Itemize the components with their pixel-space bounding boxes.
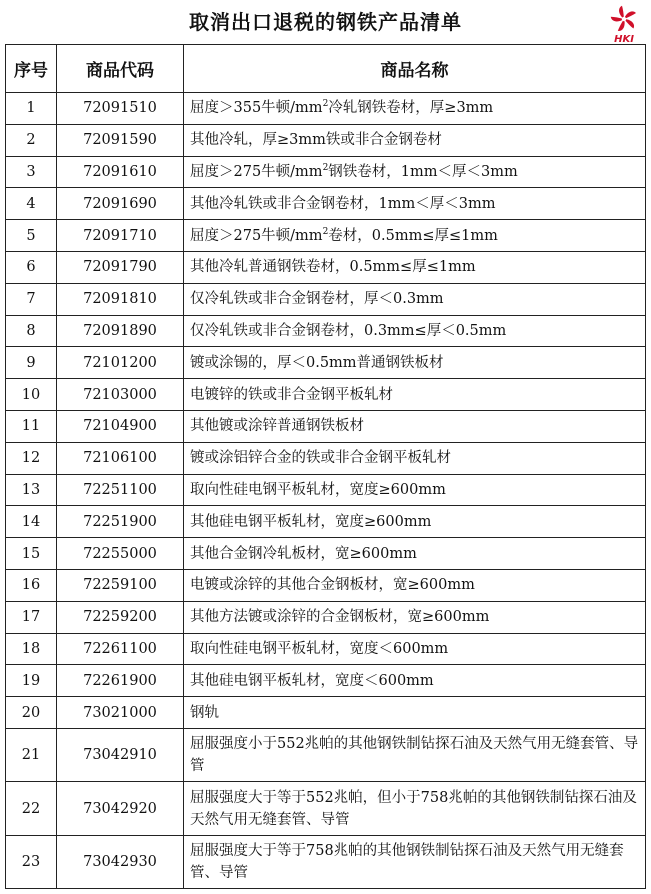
- row-name-text: 镀或涂铝锌合金的铁或非合金钢平板轧材: [190, 450, 451, 467]
- row-name-text: 其他冷轧，厚≥3mm铁或非合金钢卷材: [190, 132, 442, 149]
- row-name-text: 屈度＞275牛顿/mm: [190, 227, 323, 244]
- table-row: [6, 633, 646, 665]
- row-index: 4: [6, 188, 57, 220]
- table-row: [6, 188, 646, 220]
- table-row: [6, 124, 646, 156]
- row-code: 72259200: [57, 601, 184, 633]
- row-index: 15: [6, 538, 57, 570]
- row-index: 11: [6, 410, 57, 442]
- col-header-name: 商品名称: [184, 45, 646, 93]
- row-name-text: 仅冷轧铁或非合金钢卷材，0.3mm≤厚＜0.5mm: [190, 322, 507, 339]
- row-index: 1: [6, 93, 57, 125]
- row-code: 72106100: [57, 442, 184, 474]
- logo-text: HKI: [614, 34, 634, 45]
- row-name: [184, 410, 646, 442]
- row-code: 72091810: [57, 283, 184, 315]
- table-row: [6, 410, 646, 442]
- table-row: [6, 538, 646, 570]
- table-row: [6, 220, 646, 252]
- row-name: [184, 728, 646, 782]
- row-code: 72091510: [57, 93, 184, 125]
- row-index: 14: [6, 506, 57, 538]
- row-name: [184, 124, 646, 156]
- row-name-superscript: 2: [322, 99, 329, 110]
- row-name-text: 电镀或涂锌的其他合金钢板材，宽≥600mm: [190, 577, 475, 594]
- row-name-superscript: 2: [322, 163, 329, 174]
- row-name-text: 其他硅电钢平板轧材，宽度≥600mm: [190, 513, 432, 530]
- row-index: 16: [6, 569, 57, 601]
- row-name-text: 屈服强度小于552兆帕的其他钢铁制钻探石油及天然气用无缝套管、导管: [190, 736, 639, 775]
- row-code: 72261100: [57, 633, 184, 665]
- row-index: 9: [6, 347, 57, 379]
- table-row: [6, 315, 646, 347]
- row-name-text: 仅冷轧铁或非合金钢卷材，厚＜0.3mm: [190, 291, 444, 308]
- row-name: [184, 379, 646, 411]
- row-name: [184, 251, 646, 283]
- table-row: [6, 569, 646, 601]
- row-name: [184, 474, 646, 506]
- row-name-text: 屈度＞275牛顿/mm: [190, 163, 323, 180]
- row-name: [184, 93, 646, 125]
- row-name-text: 屈度＞355牛顿/mm: [190, 100, 323, 117]
- row-name: [184, 347, 646, 379]
- row-name-suffix: 冷轧钢铁卷材，厚≥3mm: [328, 100, 494, 117]
- row-name-text: 钢轨: [190, 704, 219, 721]
- row-name-text: 其他镀或涂锌普通钢铁板材: [190, 418, 364, 435]
- row-index: 19: [6, 665, 57, 697]
- row-code: 72091890: [57, 315, 184, 347]
- row-name: [184, 697, 646, 729]
- table-row: [6, 347, 646, 379]
- table-row: [6, 728, 646, 782]
- row-code: 72255000: [57, 538, 184, 570]
- row-code: 73021000: [57, 697, 184, 729]
- row-index: 6: [6, 251, 57, 283]
- row-code: 73042910: [57, 728, 184, 782]
- row-code: 72251900: [57, 506, 184, 538]
- product-table: [5, 44, 646, 889]
- table-header-row: [6, 45, 646, 93]
- table-row: [6, 474, 646, 506]
- table-row: [6, 665, 646, 697]
- row-index: 17: [6, 601, 57, 633]
- row-name-text: 屈服强度大于等于552兆帕，但小于758兆帕的其他钢铁制钻探石油及天然气用无缝套管、导管: [190, 789, 637, 828]
- row-code: 72091610: [57, 156, 184, 188]
- row-code: 73042920: [57, 782, 184, 836]
- row-index: 13: [6, 474, 57, 506]
- row-code: 72261900: [57, 665, 184, 697]
- row-name: [184, 569, 646, 601]
- row-name-text: 镀或涂锡的，厚＜0.5mm普通钢铁板材: [190, 354, 444, 371]
- row-code: 73042930: [57, 835, 184, 889]
- row-name: [184, 506, 646, 538]
- row-index: 3: [6, 156, 57, 188]
- row-index: 18: [6, 633, 57, 665]
- row-index: 12: [6, 442, 57, 474]
- page-title: 取消出口退税的钢铁产品清单: [189, 10, 462, 34]
- table-row: [6, 442, 646, 474]
- table-row: [6, 156, 646, 188]
- row-name: [184, 442, 646, 474]
- row-index: 7: [6, 283, 57, 315]
- row-name-text: 其他合金钢冷轧板材，宽≥600mm: [190, 545, 417, 562]
- col-header-code: 商品代码: [57, 45, 184, 93]
- row-code: 72251100: [57, 474, 184, 506]
- row-index: 10: [6, 379, 57, 411]
- row-code: 72091690: [57, 188, 184, 220]
- table-row: [6, 93, 646, 125]
- row-name: [184, 835, 646, 889]
- row-index: 21: [6, 728, 57, 782]
- row-name-superscript: 2: [322, 226, 329, 237]
- row-name: [184, 665, 646, 697]
- row-name-text: 屈服强度大于等于758兆帕的其他钢铁制钻探石油及天然气用无缝套管、导管: [190, 843, 624, 882]
- row-name-text: 取向性硅电钢平板轧材，宽度≥600mm: [190, 481, 446, 498]
- row-code: 72091590: [57, 124, 184, 156]
- row-name: [184, 633, 646, 665]
- row-name-text: 取向性硅电钢平板轧材，宽度＜600mm: [190, 640, 449, 657]
- row-name-text: 其他冷轧铁或非合金钢卷材，1mm＜厚＜3mm: [190, 195, 496, 212]
- row-name: [184, 283, 646, 315]
- table-row: [6, 601, 646, 633]
- row-index: 8: [6, 315, 57, 347]
- row-name: [184, 601, 646, 633]
- table-row: [6, 835, 646, 889]
- row-name: [184, 538, 646, 570]
- row-index: 2: [6, 124, 57, 156]
- row-code: 72259100: [57, 569, 184, 601]
- row-code: 72103000: [57, 379, 184, 411]
- col-header-index: 序号: [6, 45, 57, 93]
- row-name-text: 其他硅电钢平板轧材，宽度＜600mm: [190, 672, 434, 689]
- table-row: [6, 251, 646, 283]
- row-index: 5: [6, 220, 57, 252]
- logo: [604, 4, 644, 48]
- row-name: [184, 782, 646, 836]
- table-row: [6, 379, 646, 411]
- row-index: 20: [6, 697, 57, 729]
- row-code: 72104900: [57, 410, 184, 442]
- row-name-text: 其他方法镀或涂锌的合金钢板材，宽≥600mm: [190, 609, 490, 626]
- row-name: [184, 156, 646, 188]
- row-name-suffix: 钢铁卷材，1mm＜厚＜3mm: [328, 163, 518, 180]
- row-code: 72101200: [57, 347, 184, 379]
- row-name-suffix: 卷材，0.5mm≤厚≤1mm: [328, 227, 498, 244]
- table-row: [6, 782, 646, 836]
- row-name-text: 其他冷轧普通钢铁卷材，0.5mm≤厚≤1mm: [190, 259, 476, 276]
- row-name: [184, 188, 646, 220]
- row-code: 72091790: [57, 251, 184, 283]
- row-name: [184, 315, 646, 347]
- row-code: 72091710: [57, 220, 184, 252]
- pinwheel-logo-icon: [604, 4, 644, 36]
- row-name: [184, 220, 646, 252]
- row-name-text: 电镀锌的铁或非合金钢平板轧材: [190, 386, 393, 403]
- row-index: 23: [6, 835, 57, 889]
- table-row: [6, 697, 646, 729]
- table-row: [6, 506, 646, 538]
- table-row: [6, 283, 646, 315]
- row-index: 22: [6, 782, 57, 836]
